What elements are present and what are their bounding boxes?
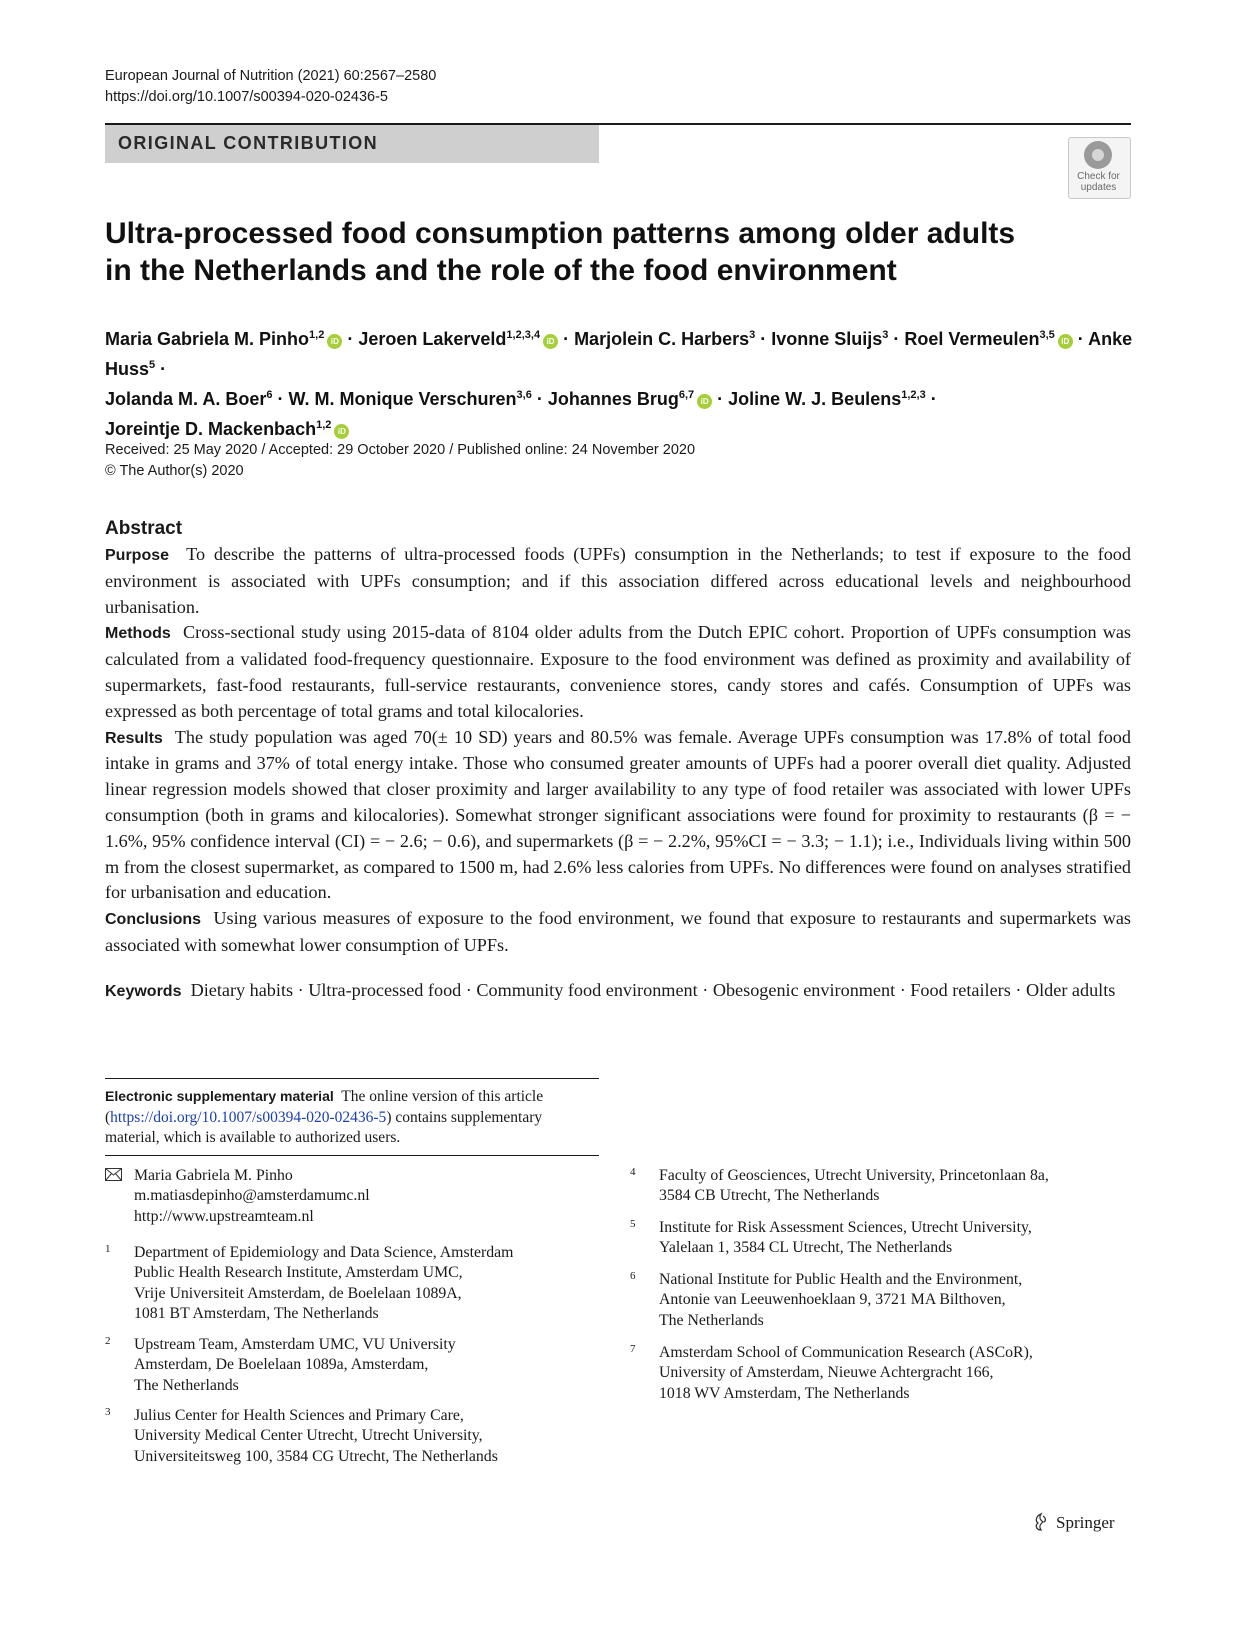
affiliation-number: 6 — [630, 1270, 636, 1282]
author[interactable] — [105, 329, 342, 349]
conclusions-label: Conclusions — [105, 911, 202, 929]
author-affiliation-sup: 5 — [149, 359, 156, 371]
affiliation-5 — [630, 1218, 1130, 1259]
affiliation-line: Vrije Universiteit Amsterdam, de Boelelaan 1089A, — [134, 1284, 462, 1302]
publisher-footer — [1031, 1512, 1115, 1537]
conclusions-text: Using various measures of exposure to the food environment, we found that exposure to restaurants and supermarkets was associated with somewhat lower consumption of UPFs. — [105, 908, 1132, 955]
author[interactable] — [728, 389, 926, 409]
author[interactable] — [105, 389, 272, 409]
author-name: Roel Vermeulen — [904, 329, 1040, 349]
author-affiliation-sup: 6,7 — [678, 389, 695, 401]
journal-citation: European Journal of Nutrition (2021) 60:2567–2580 — [105, 68, 437, 84]
affiliation-line: Amsterdam School of Communication Research (ASCoR), — [659, 1344, 1033, 1361]
author-affiliation-sup: 3,5 — [1039, 329, 1055, 341]
author-affiliation-sup: 1,2 — [316, 419, 332, 431]
purpose-text: To describe the patterns of ultra-processed foods (UPFs) consumption in the Netherlands; to test if exposure to the food environment is associated with UPFs consumption; and if this association differed across educational levels and neighbourhood urbanisation. — [105, 544, 1131, 617]
author-affiliation-sup: 1,2 — [309, 329, 325, 341]
affiliation-line: Universiteitsweg 100, 3584 CG Utrecht, The Netherlands — [134, 1447, 498, 1465]
correspondence-email[interactable]: m.matiasdepinho@amsterdamumc.nl — [134, 1187, 370, 1205]
affiliation-line: Institute for Risk Assessment Sciences, Utrecht University, — [659, 1219, 1032, 1236]
affiliation-line: Faculty of Geosciences, Utrecht University, Princetonlaan 8a, — [659, 1167, 1049, 1184]
author-separator: · — [531, 389, 548, 409]
author-name: Ivonne Sluijs — [771, 329, 883, 349]
update-badge-line1: Check for — [1077, 171, 1120, 182]
author-name: Anke Huss — [105, 329, 1133, 379]
esm-post: ) contains supplementary material, which is available to authorized users. — [105, 1108, 543, 1146]
author-name: W. M. Monique Verschuren — [288, 389, 517, 409]
orcid-icon[interactable]: iD — [1058, 334, 1073, 349]
abstract-conclusions — [105, 906, 1131, 959]
esm-pre: The online version of this article ( — [105, 1088, 544, 1126]
orcid-icon[interactable]: iD — [327, 334, 342, 349]
correspondence-web[interactable]: http://www.upstreamteam.nl — [134, 1207, 314, 1225]
author[interactable] — [288, 389, 531, 409]
affiliation-line: Public Health Research Institute, Amsterdam UMC, — [134, 1264, 463, 1282]
affiliation-line: The Netherlands — [134, 1376, 239, 1394]
affiliation-1 — [105, 1243, 585, 1324]
update-badge-label — [1068, 171, 1129, 193]
author-separator: · — [272, 389, 289, 409]
author-separator: · — [755, 329, 772, 349]
abstract-body — [105, 542, 1131, 959]
title-line-2: in the Netherlands and the role of the food environment — [105, 254, 897, 287]
affiliation-6 — [630, 1270, 1130, 1331]
abstract-purpose — [105, 542, 1131, 620]
author-separator: · — [712, 389, 729, 409]
affiliation-number: 3 — [105, 1406, 111, 1418]
methods-label: Methods — [105, 625, 171, 643]
affiliation-number: 4 — [630, 1166, 636, 1178]
author-affiliation-sup: 3 — [882, 329, 889, 341]
affiliation-line: Department of Epidemiology and Data Science, Amsterdam — [134, 1244, 514, 1261]
title-line-1: Ultra-processed food consumption patterns among older adults — [105, 217, 1016, 250]
purpose-label: Purpose — [105, 547, 170, 564]
author-separator: · — [1072, 329, 1089, 349]
affiliation-number: 7 — [630, 1343, 636, 1355]
abstract-results — [105, 725, 1131, 907]
author-separator: · — [925, 389, 937, 409]
affiliation-line: 1081 BT Amsterdam, The Netherlands — [134, 1304, 379, 1322]
methods-text: Cross-sectional study using 2015-data of 8104 older adults from the Dutch EPIC cohort. Proportion of UPFs consumption was calculated from a validated food-frequency questionnaire. Exposure to the food environment was defined as proximity and availability of supermarkets, fast-food restaurants, full-service restaurants, convenience stores, candy stores and cafés. Consumption of UPFs was expressed as both percentage of total grams and total kilocalories. — [105, 622, 1132, 721]
affiliation-line: Yalelaan 1, 3584 CL Utrecht, The Netherlands — [659, 1239, 953, 1257]
author-affiliation-sup: 3,6 — [516, 389, 532, 401]
affiliation-line: 1018 WV Amsterdam, The Netherlands — [659, 1384, 910, 1402]
results-label: Results — [105, 729, 163, 747]
publisher-name: Springer — [1056, 1513, 1115, 1532]
esm-top-rule — [105, 1078, 599, 1079]
affiliation-line: Antonie van Leeuwenhoeklaan 9, 3721 MA Bilthoven, — [659, 1291, 1006, 1309]
author-name: Johannes Brug — [547, 389, 679, 409]
affiliation-4 — [630, 1166, 1130, 1207]
author-affiliation-sup: 1,2,3 — [901, 389, 926, 401]
dates-line: Received: 25 May 2020 / Accepted: 29 October 2020 / Published online: 24 November 2020 — [105, 442, 696, 458]
supplementary-note — [105, 1086, 599, 1149]
orcid-icon[interactable]: iD — [697, 394, 712, 409]
affiliation-7 — [630, 1343, 1130, 1404]
author[interactable] — [358, 329, 558, 349]
abstract-methods — [105, 620, 1131, 724]
publication-dates — [105, 440, 695, 482]
author[interactable] — [105, 419, 349, 439]
journal-header — [105, 66, 436, 108]
author[interactable] — [904, 329, 1072, 349]
copyright-line: © The Author(s) 2020 — [105, 463, 244, 479]
affiliation-line: 3584 CB Utrecht, The Netherlands — [659, 1187, 880, 1205]
affiliation-number: 5 — [630, 1218, 636, 1230]
author-list — [105, 322, 1145, 442]
author-separator: · — [155, 359, 167, 379]
author-affiliation-sup: 6 — [266, 389, 273, 401]
author-name: Jeroen Lakerveld — [358, 329, 507, 349]
author-name: Maria Gabriela M. Pinho — [105, 329, 310, 349]
affiliation-3 — [105, 1406, 585, 1467]
esm-label: Electronic supplementary material — [105, 1088, 334, 1104]
author-name: Joline W. J. Beulens — [728, 389, 902, 409]
affiliation-line: Upstream Team, Amsterdam UMC, VU University — [134, 1336, 456, 1353]
affiliation-line: University Medical Center Utrecht, Utrecht University, — [134, 1427, 483, 1445]
affiliation-line: National Institute for Public Health and the Environment, — [659, 1271, 1023, 1288]
affiliation-line: Amsterdam, De Boelelaan 1089a, Amsterdam, — [134, 1356, 429, 1374]
keywords-label: Keywords — [105, 983, 182, 1000]
affiliation-number: 2 — [105, 1335, 111, 1347]
journal-doi[interactable]: https://doi.org/10.1007/s00394-020-02436-5 — [105, 89, 388, 105]
author[interactable] — [771, 329, 888, 349]
esm-link[interactable]: https://doi.org/10.1007/s00394-020-02436-5 — [110, 1108, 387, 1126]
author-name: Jolanda M. A. Boer — [105, 389, 267, 409]
section-label: ORIGINAL CONTRIBUTION — [118, 133, 379, 153]
author-affiliation-sup: 1,2,3,4 — [506, 329, 541, 341]
esm-bottom-rule — [105, 1155, 599, 1156]
author-separator: · — [342, 329, 359, 349]
envelope-icon — [105, 1167, 122, 1187]
orcid-icon[interactable]: iD — [543, 334, 558, 349]
update-badge-line2: updates — [1080, 182, 1117, 193]
affiliation-line: The Netherlands — [659, 1311, 764, 1329]
article-title — [105, 215, 1125, 289]
correspondence-name: Maria Gabriela M. Pinho — [134, 1167, 293, 1184]
author[interactable] — [548, 389, 712, 409]
author-name: Joreintje D. Mackenbach — [105, 419, 317, 439]
results-text: The study population was aged 70(± 10 SD) years and 80.5% was female. Average UPFs consumption was 17.8% of total food intake in grams and 37% of total energy intake. Those who consumed greater amounts of UPFs had a poorer overall diet quality. Adjusted linear regression models showed that closer proximity and larger availability to any type of food retailer was associated with lower UPFs consumption (both in grams and kilocalories). Somewhat stronger significant associations were found for proximity to restaurants (β = − 1.6%, 95% confidence interval (CI) = − 2.6; − 0.6), and supermarkets (β = − 2.2%, 95%CI = − 3.3; − 1.1); i.e., Individuals living within 500 m from the closest supermarket, as compared to 1500 m, had 2.6% less calories from UPFs. No differences were found on analyses stratified for urbanisation and education. — [105, 726, 1131, 903]
author-separator: · — [558, 329, 575, 349]
keywords — [105, 978, 1131, 1005]
orcid-icon[interactable]: iD — [334, 424, 349, 439]
springer-logo-icon — [1031, 1512, 1051, 1537]
affiliation-2 — [105, 1335, 585, 1396]
author-separator: · — [888, 329, 905, 349]
abstract-heading: Abstract — [105, 518, 183, 539]
author[interactable] — [574, 329, 755, 349]
keywords-text: Dietary habits · Ultra-processed food · Community food environment · Obesogenic environment · Food retailers · Older adults — [190, 980, 1116, 1000]
author-affiliation-sup: 3 — [749, 329, 756, 341]
author-name: Marjolein C. Harbers — [574, 329, 750, 349]
affiliation-line: Julius Center for Health Sciences and Primary Care, — [134, 1407, 464, 1424]
affiliation-number: 1 — [105, 1243, 111, 1255]
correspondence — [105, 1166, 585, 1227]
affiliation-line: University of Amsterdam, Nieuwe Achtergracht 166, — [659, 1364, 994, 1382]
update-icon-center — [1092, 149, 1104, 161]
